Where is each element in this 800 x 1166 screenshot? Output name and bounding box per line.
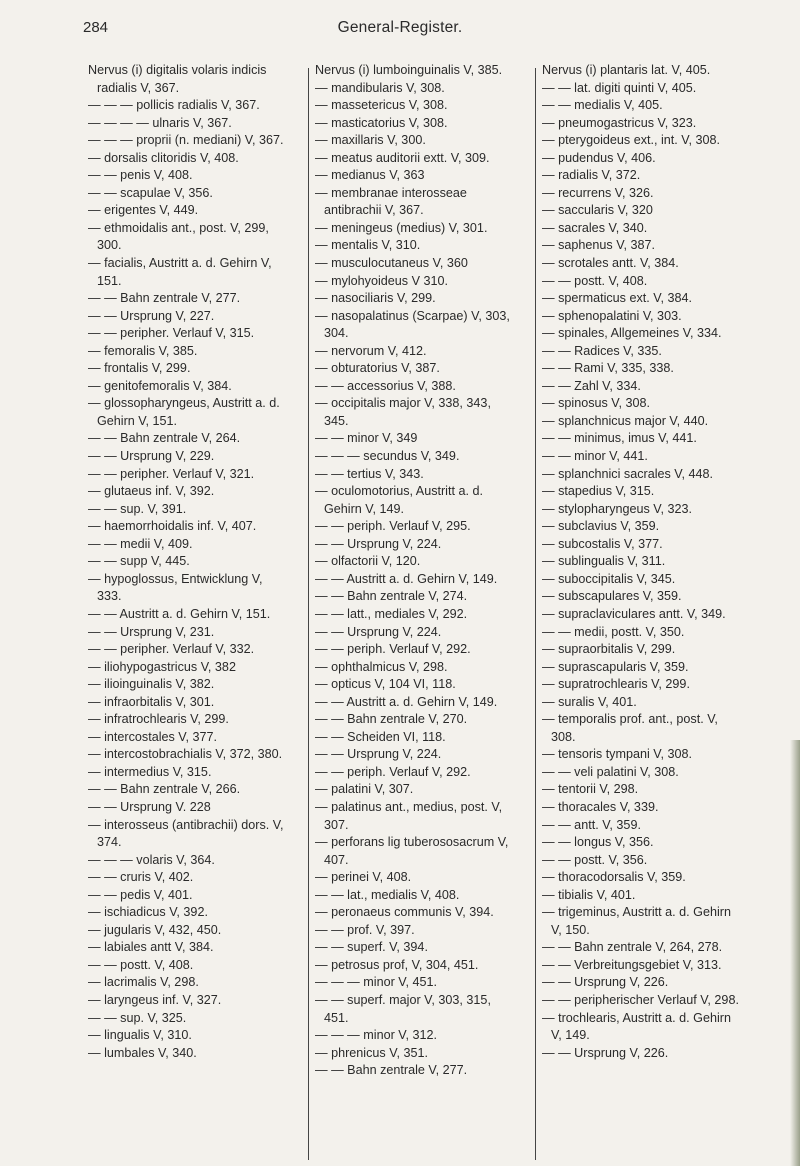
index-entry: — femoralis V, 385.: [88, 343, 198, 358]
index-entry: — — — minor V, 451.: [315, 975, 438, 990]
index-entry: — facialis, Austritt a. d. Gehirn V, 151.: [88, 256, 272, 288]
index-entry: — — Rami V, 335, 338.: [542, 361, 674, 376]
index-entry: — pterygoideus ext., int. V, 308.: [542, 133, 721, 148]
index-entry: — dorsalis clitoridis V, 408.: [88, 150, 239, 165]
index-entry: — nasopalatinus (Scarpae) V, 303, 304.: [315, 308, 510, 341]
index-entry: — splanchnicus major V, 440.: [542, 413, 709, 428]
index-entry: Nervus (i) lumboinguinalis V, 385.: [315, 63, 503, 77]
index-entry: — — peripherischer Verlauf V, 298.: [542, 992, 739, 1007]
index-entry: — tensoris tympani V, 308.: [542, 747, 693, 762]
index-entry: — — postt. V, 408.: [88, 957, 194, 972]
page-header: [0, 14, 800, 44]
index-entry: — glossopharyngeus, Austritt a. d. Gehirn V, 151.: [88, 396, 280, 428]
index-entry: — olfactorii V, 120.: [315, 554, 421, 569]
index-entry: — — minor V, 441.: [542, 449, 648, 464]
index-entry: — — Austritt a. d. Gehirn V, 149.: [315, 694, 498, 709]
index-entry: — pudendus V, 406.: [542, 150, 656, 165]
index-entry: — temporalis prof. ant., post. V, 308.: [542, 712, 718, 744]
page-edge-shadow: [790, 740, 800, 1166]
index-entry: — obturatorius V, 387.: [315, 361, 440, 376]
index-entry: — — cruris V, 402.: [88, 870, 194, 885]
index-entry: — petrosus prof, V, 304, 451.: [315, 957, 479, 972]
index-entry: — lumbales V, 340.: [88, 1045, 197, 1060]
index-entry: — suralis V, 401.: [542, 694, 637, 709]
index-entry: — — — — ulnaris V, 367.: [88, 115, 232, 130]
index-entry: — — peripher. Verlauf V, 332.: [88, 642, 255, 657]
index-entry: — meningeus (medius) V, 301.: [315, 220, 488, 235]
index-entry: — — Ursprung V, 224.: [315, 624, 442, 639]
index-entry: — — periph. Verlauf V, 292.: [315, 642, 471, 657]
index-entry: — sacrales V, 340.: [542, 220, 648, 235]
index-entry: — hypoglossus, Entwicklung V, 333.: [88, 571, 263, 604]
index-entry: — intercostobrachialis V, 372, 380.: [88, 747, 283, 762]
index-entry: — meatus auditorii extt. V, 309.: [315, 150, 490, 165]
index-entry: Nervus (i) plantaris lat. V, 405.: [542, 63, 711, 77]
index-entry: — — Austritt a. d. Gehirn V, 151.: [88, 606, 271, 621]
index-entry: — ethmoidalis ant., post. V, 299, 300.: [88, 220, 269, 253]
index-entry: — medianus V, 363: [315, 168, 425, 183]
index-entry: — — medialis V, 405.: [542, 98, 663, 113]
index-entry: — maxillaris V, 300.: [315, 133, 426, 148]
index-entry: — erigentes V, 449.: [88, 203, 199, 218]
index-entry: — — — proprii (n. mediani) V, 367.: [88, 133, 284, 148]
index-entry: — recurrens V, 326.: [542, 185, 654, 200]
index-entry: — pneumogastricus V, 323.: [542, 115, 697, 130]
index-entry: — phrenicus V, 351.: [315, 1045, 428, 1060]
index-entry: — genitofemoralis V, 384.: [88, 378, 232, 393]
index-entry: — supraorbitalis V, 299.: [542, 642, 676, 657]
index-entry: — — pedis V, 401.: [88, 887, 193, 902]
index-entry: — — Bahn zentrale V, 270.: [315, 712, 468, 727]
index-entry: — — — minor V, 312.: [315, 1028, 438, 1043]
index-entry: — radialis V, 372.: [542, 168, 641, 183]
index-column-3: [542, 62, 743, 1062]
index-entry: — subclavius V, 359.: [542, 519, 660, 534]
index-column-2: [315, 62, 516, 1080]
index-entry: — jugularis V, 432, 450.: [88, 922, 222, 937]
index-entry: — — superf. major V, 303, 315, 451.: [315, 992, 491, 1025]
index-entry: — ilioinguinalis V, 382.: [88, 677, 215, 692]
index-entry: — trigeminus, Austritt a. d. Gehirn V, 150.: [542, 905, 731, 937]
index-columns: [82, 62, 772, 1162]
index-entry: — mandibularis V, 308.: [315, 80, 445, 95]
index-entry: — infraorbitalis V, 301.: [88, 694, 215, 709]
index-entry: — intermedius V, 315.: [88, 764, 212, 779]
index-entry: — sphenopalatini V, 303.: [542, 308, 682, 323]
index-entry: — — supp V, 445.: [88, 554, 190, 569]
index-entry: — tibialis V, 401.: [542, 887, 636, 902]
index-entry: — — sup. V, 391.: [88, 501, 187, 516]
index-entry: — — periph. Verlauf V, 295.: [315, 519, 471, 534]
index-entry: — — lat., medialis V, 408.: [315, 887, 460, 902]
index-entry: — — Ursprung V, 224.: [315, 536, 442, 551]
index-entry: — — Austritt a. d. Gehirn V, 149.: [315, 571, 498, 586]
index-entry: — — superf. V, 394.: [315, 940, 428, 955]
index-entry: — — periph. Verlauf V, 292.: [315, 764, 471, 779]
index-entry: — — medii V, 409.: [88, 536, 193, 551]
index-entry: — — Zahl V, 334.: [542, 378, 641, 393]
index-entry: — sublingualis V, 311.: [542, 554, 666, 569]
index-entry: — palatini V, 307.: [315, 782, 414, 797]
index-entry: — — accessorius V, 388.: [315, 378, 456, 393]
index-entry: — thoracales V, 339.: [542, 799, 659, 814]
column-divider: [308, 68, 309, 1160]
index-entry: — nasociliaris V, 299.: [315, 291, 436, 306]
index-entry: — — Bahn zentrale V, 266.: [88, 782, 241, 797]
index-entry: — — Ursprung V, 231.: [88, 624, 215, 639]
index-entry: — — latt., mediales V, 292.: [315, 606, 468, 621]
index-entry: — infratrochlearis V, 299.: [88, 712, 229, 727]
index-entry: — ophthalmicus V, 298.: [315, 659, 448, 674]
index-entry: — interosseus (antibrachii) dors. V, 374.: [88, 817, 284, 850]
index-entry: — thoracodorsalis V, 359.: [542, 870, 686, 885]
index-entry: — — longus V, 356.: [542, 835, 654, 850]
index-entry: — stapedius V, 315.: [542, 484, 655, 499]
index-entry: — ischiadicus V, 392.: [88, 905, 208, 920]
index-entry: — — Radices V, 335.: [542, 343, 662, 358]
index-entry: — — Ursprung V, 226.: [542, 975, 669, 990]
index-entry: — splanchnici sacrales V, 448.: [542, 466, 714, 481]
index-entry: — saccularis V, 320: [542, 203, 653, 218]
index-entry: — — medii, postt. V, 350.: [542, 624, 685, 639]
index-entry: — masticatorius V, 308.: [315, 115, 448, 130]
index-entry: — — peripher. Verlauf V, 315.: [88, 326, 255, 341]
index-entry: — perforans lig tuberososacrum V, 407.: [315, 835, 509, 867]
index-entry: — — — secundus V, 349.: [315, 449, 460, 464]
index-entry: — glutaeus inf. V, 392.: [88, 484, 215, 499]
index-entry: — — Ursprung V. 228: [88, 799, 211, 814]
index-entry: — — Bahn zentrale V, 264, 278.: [542, 940, 723, 955]
index-entry: — — Ursprung V, 226.: [542, 1045, 669, 1060]
index-entry: — opticus V, 104 VI, 118.: [315, 677, 456, 692]
index-entry: — stylopharyngeus V, 323.: [542, 501, 693, 516]
index-entry: — scrotales antt. V, 384.: [542, 256, 679, 271]
index-entry: — — scapulae V, 356.: [88, 185, 213, 200]
index-entry: — — peripher. Verlauf V, 321.: [88, 466, 255, 481]
index-entry: Nervus (i) digitalis volaris indicis radialis V, 367.: [88, 63, 267, 95]
index-entry: — — postt. V, 408.: [542, 273, 648, 288]
index-entry: — — Bahn zentrale V, 264.: [88, 431, 241, 446]
index-entry: — peronaeus communis V, 394.: [315, 905, 494, 920]
index-entry: — — minimus, imus V, 441.: [542, 431, 697, 446]
page-number: 284: [83, 19, 109, 36]
index-entry: — — veli palatini V, 308.: [542, 764, 679, 779]
index-entry: — suprascapularis V, 359.: [542, 659, 689, 674]
index-entry: — — Bahn zentrale V, 277.: [88, 291, 241, 306]
index-entry: — — postt. V, 356.: [542, 852, 648, 867]
index-entry: — saphenus V, 387.: [542, 238, 655, 253]
index-entry: — frontalis V, 299.: [88, 361, 191, 376]
index-entry: — — Bahn zentrale V, 274.: [315, 589, 468, 604]
index-entry: — — — pollicis radialis V, 367.: [88, 98, 260, 113]
index-entry: — nervorum V, 412.: [315, 343, 427, 358]
index-entry: — iliohypogastricus V, 382: [88, 659, 236, 674]
index-entry: — supratrochlearis V, 299.: [542, 677, 690, 692]
index-entry: — haemorrhoidalis inf. V, 407.: [88, 519, 257, 534]
index-entry: — perinei V, 408.: [315, 870, 412, 885]
index-entry: — tentorii V, 298.: [542, 782, 639, 797]
index-entry: — — Ursprung V, 224.: [315, 747, 442, 762]
index-column-1: [88, 62, 289, 1062]
index-entry: — labiales antt V, 384.: [88, 940, 214, 955]
index-entry: — oculomotorius, Austritt a. d. Gehirn V, 149.: [315, 484, 483, 516]
index-entry: — mentalis V, 310.: [315, 238, 421, 253]
index-entry: — — Verbreitungsgebiet V, 313.: [542, 957, 722, 972]
index-entry: — trochlearis, Austritt a. d. Gehirn V, 149.: [542, 1010, 731, 1043]
index-entry: — intercostales V, 377.: [88, 729, 218, 744]
index-entry: — — Ursprung V, 229.: [88, 449, 215, 464]
index-entry: — — sup. V, 325.: [88, 1010, 187, 1025]
column-divider: [535, 68, 536, 1160]
index-entry: — — Ursprung V, 227.: [88, 308, 215, 323]
index-entry: — spinosus V, 308.: [542, 396, 651, 411]
index-entry: — — lat. digiti quinti V, 405.: [542, 80, 697, 95]
index-entry: — laryngeus inf. V, 327.: [88, 992, 222, 1007]
index-entry: — — minor V, 349: [315, 431, 418, 446]
index-entry: — — — volaris V, 364.: [88, 852, 215, 867]
index-entry: — — Bahn zentrale V, 277.: [315, 1063, 468, 1078]
index-entry: — subscapulares V, 359.: [542, 589, 682, 604]
index-entry: — — penis V, 408.: [88, 168, 193, 183]
index-entry: — massetericus V, 308.: [315, 98, 448, 113]
index-entry: — spermaticus ext. V, 384.: [542, 291, 693, 306]
index-entry: — suboccipitalis V, 345.: [542, 571, 676, 586]
index-entry: — lingualis V, 310.: [88, 1028, 192, 1043]
index-entry: — musculocutaneus V, 360: [315, 256, 468, 271]
index-entry: — — Scheiden VI, 118.: [315, 729, 446, 744]
index-entry: — — antt. V, 359.: [542, 817, 641, 832]
index-entry: — occipitalis major V, 338, 343, 345.: [315, 396, 491, 428]
index-entry: — subcostalis V, 377.: [542, 536, 663, 551]
index-entry: — spinales, Allgemeines V, 334.: [542, 326, 722, 341]
index-entry: — — prof. V, 397.: [315, 922, 415, 937]
index-entry: — lacrimalis V, 298.: [88, 975, 199, 990]
index-entry: — — tertius V, 343.: [315, 466, 424, 481]
index-entry: — palatinus ant., medius, post. V, 307.: [315, 799, 503, 832]
index-entry: — supraclaviculares antt. V, 349.: [542, 606, 726, 621]
running-title: General-Register.: [337, 19, 463, 36]
index-entry: — mylohyoideus V 310.: [315, 273, 449, 288]
index-entry: — membranae interosseae antibrachii V, 367.: [315, 185, 467, 218]
